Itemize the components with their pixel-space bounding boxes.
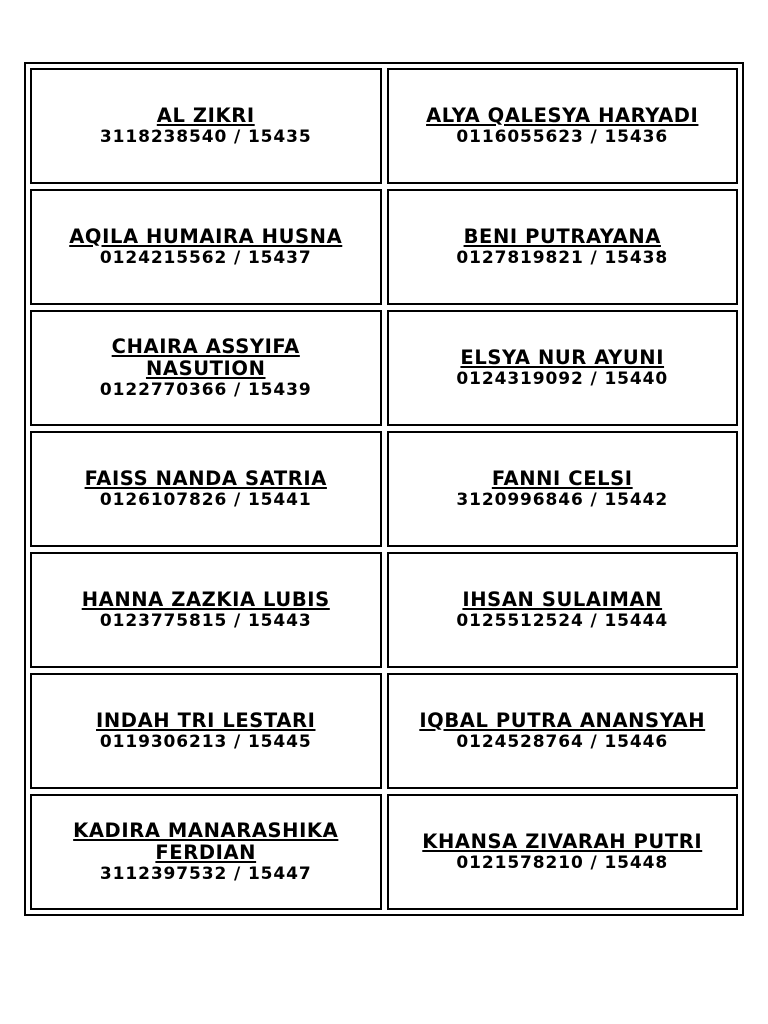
student-id: 0124319092 / 15440 [456, 368, 669, 389]
student-id: 0123775815 / 15443 [99, 610, 312, 631]
label-card [387, 68, 739, 184]
student-id: 3118238540 / 15435 [99, 126, 312, 147]
student-id: 0119306213 / 15445 [99, 731, 312, 752]
label-sheet [24, 62, 744, 916]
label-card [30, 552, 382, 668]
student-name: AQILA HUMAIRA HUSNA [69, 224, 343, 248]
student-id: 0121578210 / 15448 [456, 852, 669, 873]
student-name: ALYA QALESYA HARYADI [426, 103, 699, 127]
student-id: 0122770366 / 15439 [99, 379, 312, 400]
student-name: HANNA ZAZKIA LUBIS [81, 587, 330, 611]
label-card [30, 310, 382, 426]
label-card [387, 794, 739, 910]
student-name: FAISS NANDA SATRIA [84, 466, 327, 490]
student-id: 0126107826 / 15441 [99, 489, 312, 510]
student-name: ELSYA NUR AYUNI [460, 345, 665, 369]
label-card [30, 431, 382, 547]
label-card [387, 431, 739, 547]
label-card [387, 673, 739, 789]
label-grid [30, 68, 738, 910]
label-card [30, 189, 382, 305]
student-name: INDAH TRI LESTARI [96, 708, 316, 732]
student-name: BENI PUTRAYANA [463, 224, 661, 248]
student-name: CHAIRA ASSYIFA NASUTION [111, 334, 300, 380]
student-id: 0116055623 / 15436 [456, 126, 669, 147]
label-card [387, 552, 739, 668]
student-name: IHSAN SULAIMAN [462, 587, 663, 611]
student-id: 0127819821 / 15438 [456, 247, 669, 268]
student-name: FANNI CELSI [491, 466, 633, 490]
student-id: 3112397532 / 15447 [99, 863, 312, 884]
label-card [30, 68, 382, 184]
label-card [30, 673, 382, 789]
student-id: 3120996846 / 15442 [456, 489, 669, 510]
label-card [387, 189, 739, 305]
student-name: KADIRA MANARASHIKA FERDIAN [73, 818, 339, 864]
label-card [387, 310, 739, 426]
student-name: IQBAL PUTRA ANANSYAH [419, 708, 706, 732]
label-card [30, 794, 382, 910]
student-id: 0125512524 / 15444 [456, 610, 669, 631]
student-name: KHANSA ZIVARAH PUTRI [422, 829, 703, 853]
student-id: 0124215562 / 15437 [99, 247, 312, 268]
student-id: 0124528764 / 15446 [456, 731, 669, 752]
student-name: AL ZIKRI [156, 103, 255, 127]
